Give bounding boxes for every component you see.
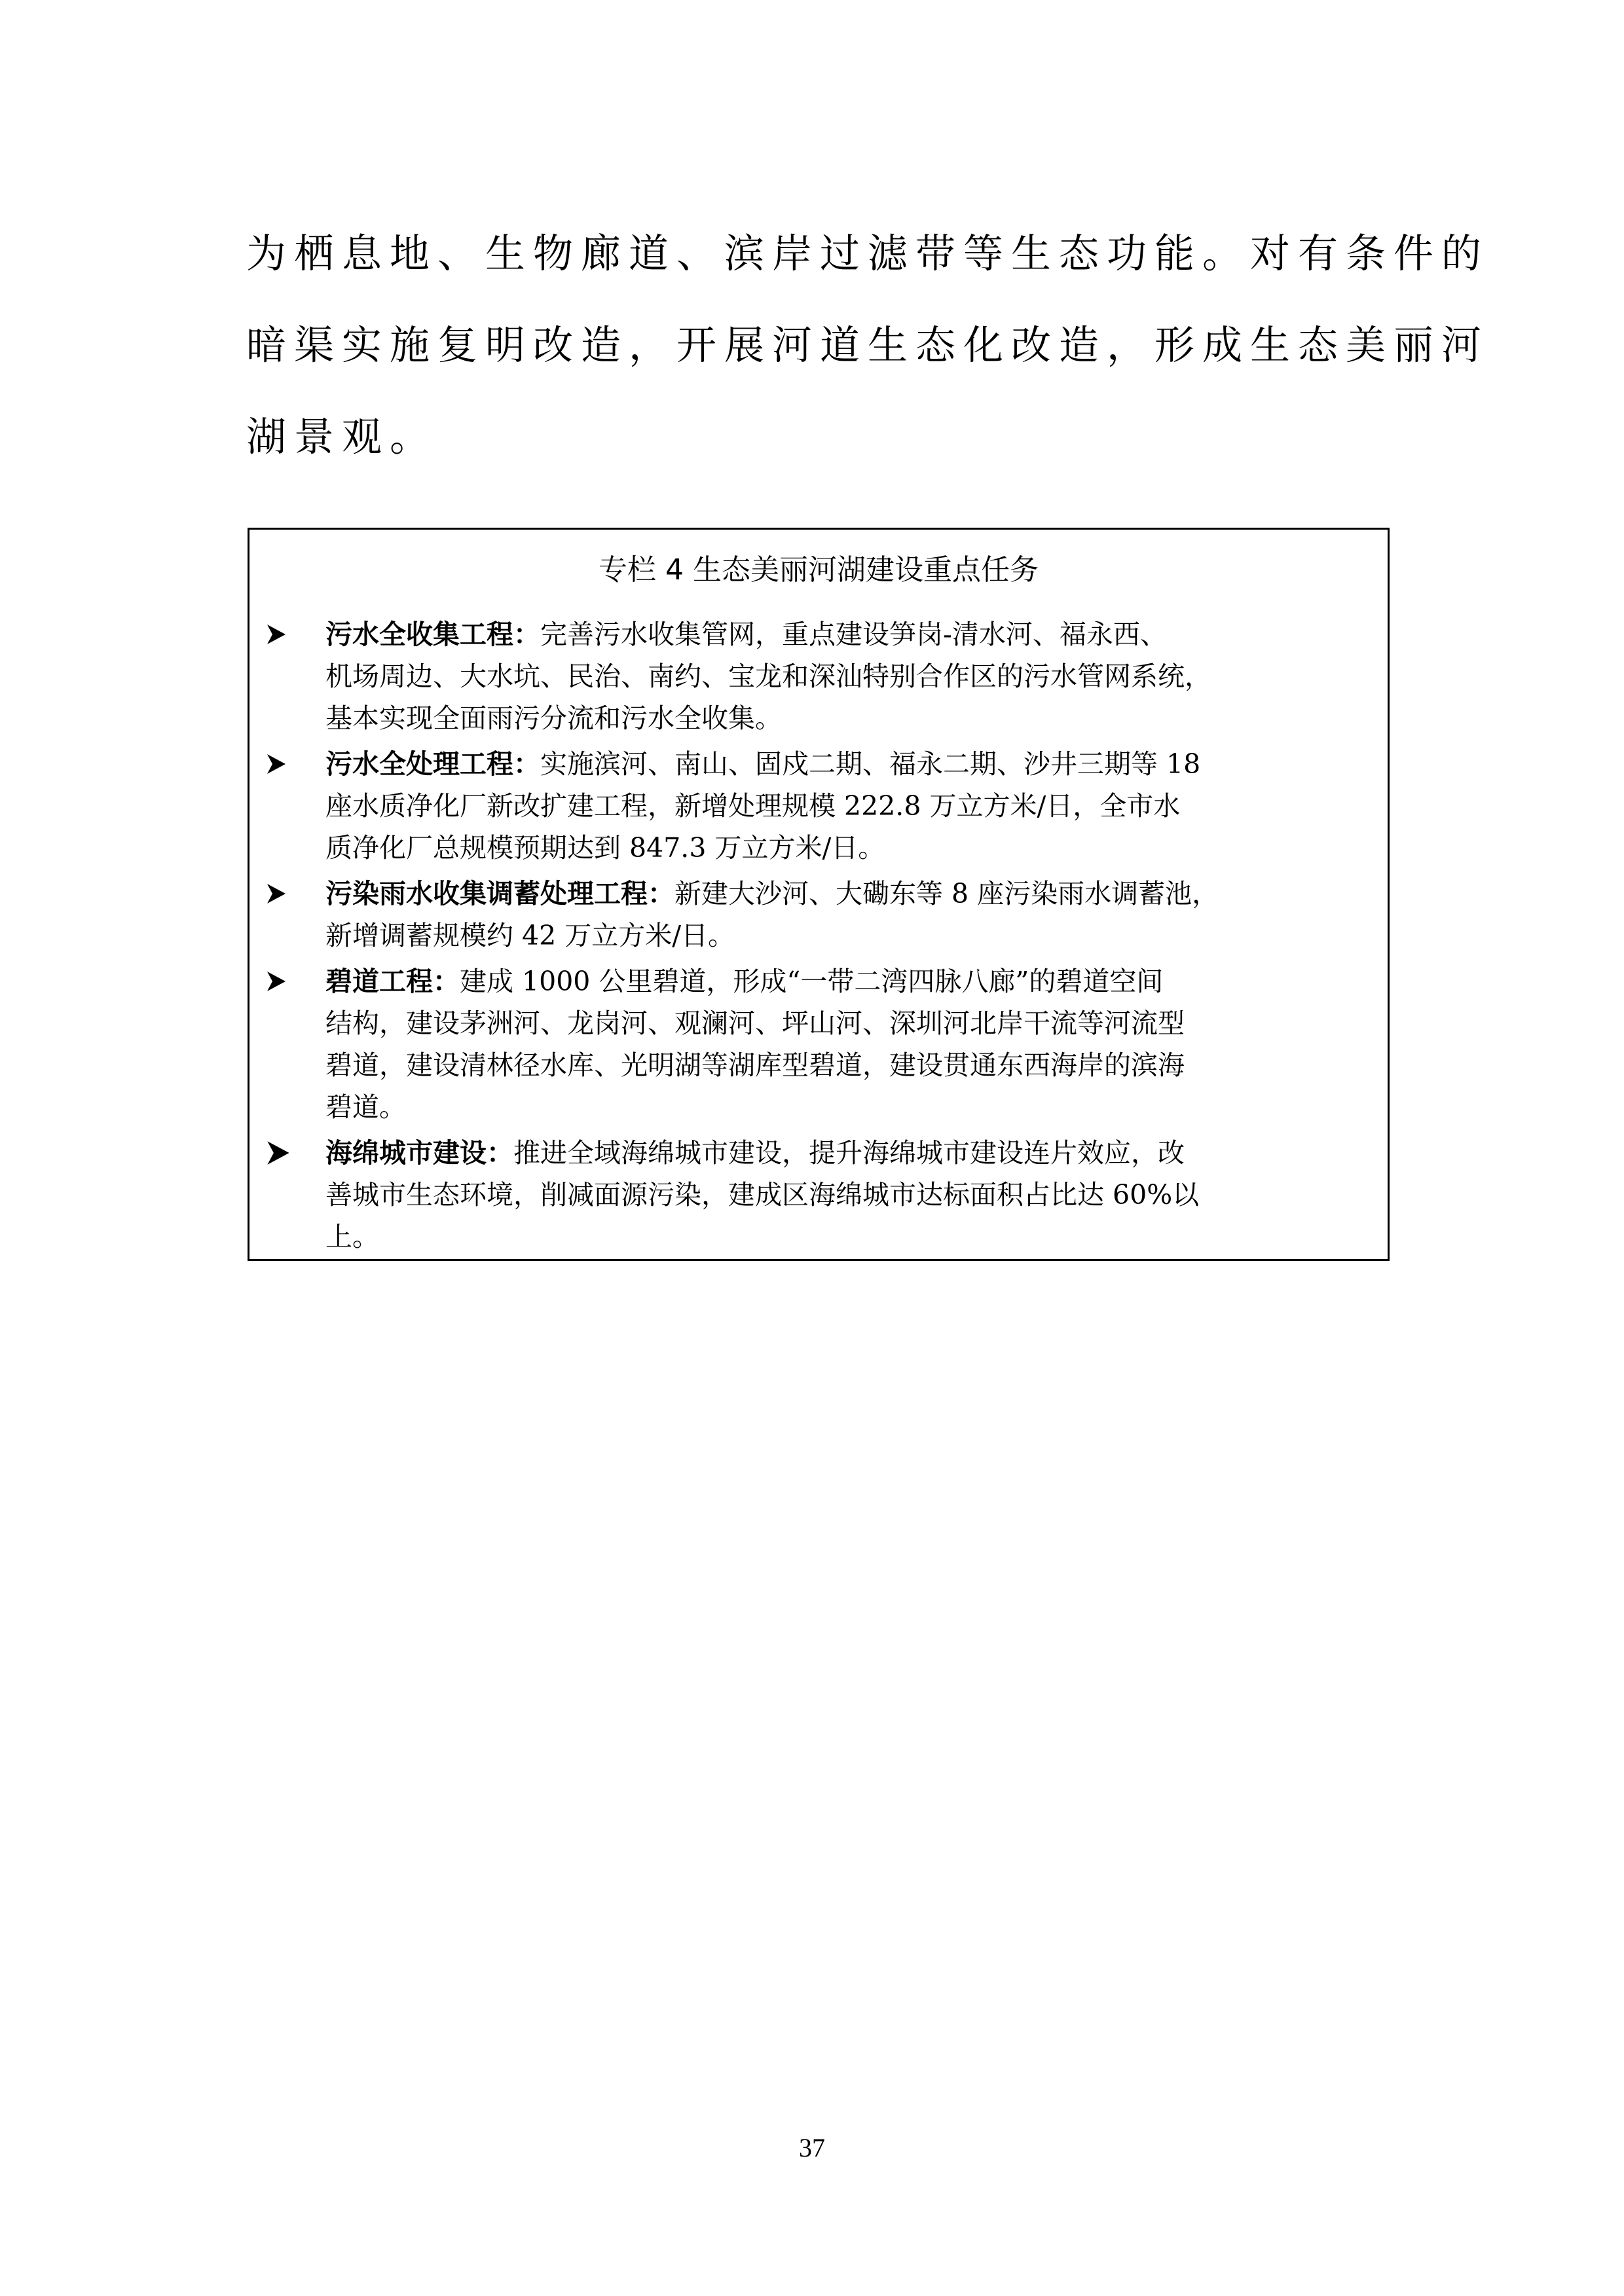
task-item-sewage-treatment [249,743,1388,869]
task-text: 碧道。 [325,1091,406,1123]
task-text: 机场周边、大水坑、民治、南约、宝龙和深汕特别合作区的污水管网系统， [325,661,1211,692]
arrowhead-bullet-icon [267,1132,299,1174]
arrowhead-bullet-icon [267,873,299,915]
task-heading: 碧道工程： [325,966,460,997]
arrowhead-bullet-icon [267,960,299,1002]
task-text: 新增调蓄规模约 42 万立方米/日。 [325,920,735,951]
arrowhead-bullet-icon [267,613,299,655]
task-heading: 污染雨水收集调蓄处理工程： [325,878,674,909]
task-text: 结构，建设茅洲河、龙岗河、观澜河、坪山河、深圳河北岸干流等河流型 [325,1008,1185,1039]
task-item-greenway [249,960,1388,1128]
task-text: 新建大沙河、大磡东等 8 座污染雨水调蓄池， [674,878,1219,909]
task-text: 实施滨河、南山、固戍二期、福永二期、沙井三期等 18 [540,748,1201,780]
task-heading: 海绵城市建设： [325,1137,513,1169]
task-text: 碧道，建设清林径水库、光明湖等湖库型碧道，建设贯通东西海岸的滨海 [325,1049,1185,1081]
body-paragraph [246,208,1490,483]
task-text: 完善污水收集管网，重点建设笋岗-清水河、福永西、 [540,619,1167,650]
task-item-sewage-collection [249,613,1388,739]
task-heading: 污水全收集工程： [325,619,540,650]
box-title: 专栏 4 生态美丽河湖建设重点任务 [599,553,1039,587]
task-list [249,613,1388,1262]
task-text: 座水质净化厂新改扩建工程，新增处理规模 222.8 万立方米/日，全市水 [325,790,1181,822]
task-text: 上。 [325,1221,379,1252]
task-text: 建成 1000 公里碧道，形成“一带二湾四脉八廊”的碧道空间 [460,966,1164,997]
page-number: 37 [799,2133,825,2162]
task-text: 推进全域海绵城市建设，提升海绵城市建设连片效应，改 [513,1137,1185,1169]
task-text: 质净化厂总规模预期达到 847.3 万立方米/日。 [325,832,885,864]
task-heading: 污水全处理工程： [325,748,540,780]
feature-box [248,528,1390,1261]
task-text: 基本实现全面雨污分流和污水全收集。 [325,702,782,734]
task-item-sponge-city [249,1132,1388,1258]
task-text: 善城市生态环境，削减面源污染，建成区海绵城市达标面积占比达 60%以 [325,1179,1200,1211]
body-line: 为栖息地、生物廊道、滨岸过滤带等生态功能。对有条件的 [246,230,1490,277]
task-item-stormwater-storage [249,873,1388,957]
body-line: 湖景观。 [246,414,438,460]
arrowhead-bullet-icon [267,743,299,785]
body-line: 暗渠实施复明改造，开展河道生态化改造，形成生态美丽河 [246,322,1490,369]
